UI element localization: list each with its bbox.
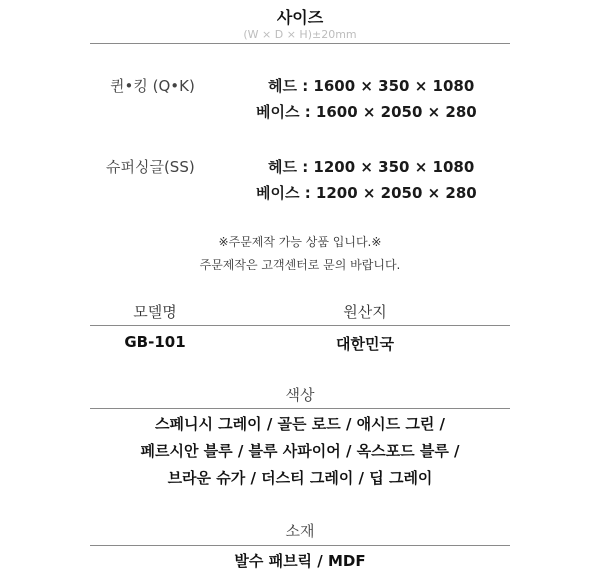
model-name-qk: 퀸•킹 (Q•K) xyxy=(110,77,195,95)
model-name-ss: 슈퍼싱글(SS) xyxy=(106,158,195,176)
size-title: 사이즈 xyxy=(276,8,324,27)
model-value: GB-101 xyxy=(124,333,186,351)
size-unit-note: (W × D × H)±20mm xyxy=(243,28,357,41)
custom-order-contact: 주문제작은 고객센터로 문의 바랍니다. xyxy=(199,258,401,272)
origin-value: 대한민국 xyxy=(336,335,394,353)
color-title: 색상 xyxy=(285,386,315,404)
material-title: 소재 xyxy=(285,522,315,540)
size-divider xyxy=(90,43,510,44)
qk-head-spec: 헤드 : 1600 × 350 × 1080 xyxy=(268,77,475,95)
ss-head-spec: 헤드 : 1200 × 350 × 1080 xyxy=(268,158,475,176)
ss-base-spec: 베이스 : 1200 × 2050 × 280 xyxy=(256,184,477,202)
color-line-1: 스페니시 그레이 / 골든 로드 / 애시드 그린 / xyxy=(154,415,446,433)
custom-order-notice: ※주문제작 가능 상품 입니다.※ xyxy=(218,235,382,249)
color-line-2: 페르시안 블루 / 블루 사파이어 / 옥스포드 블루 / xyxy=(140,442,460,460)
info-divider xyxy=(90,325,510,326)
model-label: 모델명 xyxy=(133,303,177,321)
qk-base-spec: 베이스 : 1600 × 2050 × 280 xyxy=(256,103,477,121)
material-divider xyxy=(90,545,510,546)
color-divider xyxy=(90,408,510,409)
material-value: 발수 패브릭 / MDF xyxy=(234,552,366,570)
color-line-3: 브라운 슈가 / 더스티 그레이 / 딥 그레이 xyxy=(167,469,433,487)
origin-label: 원산지 xyxy=(343,303,387,321)
